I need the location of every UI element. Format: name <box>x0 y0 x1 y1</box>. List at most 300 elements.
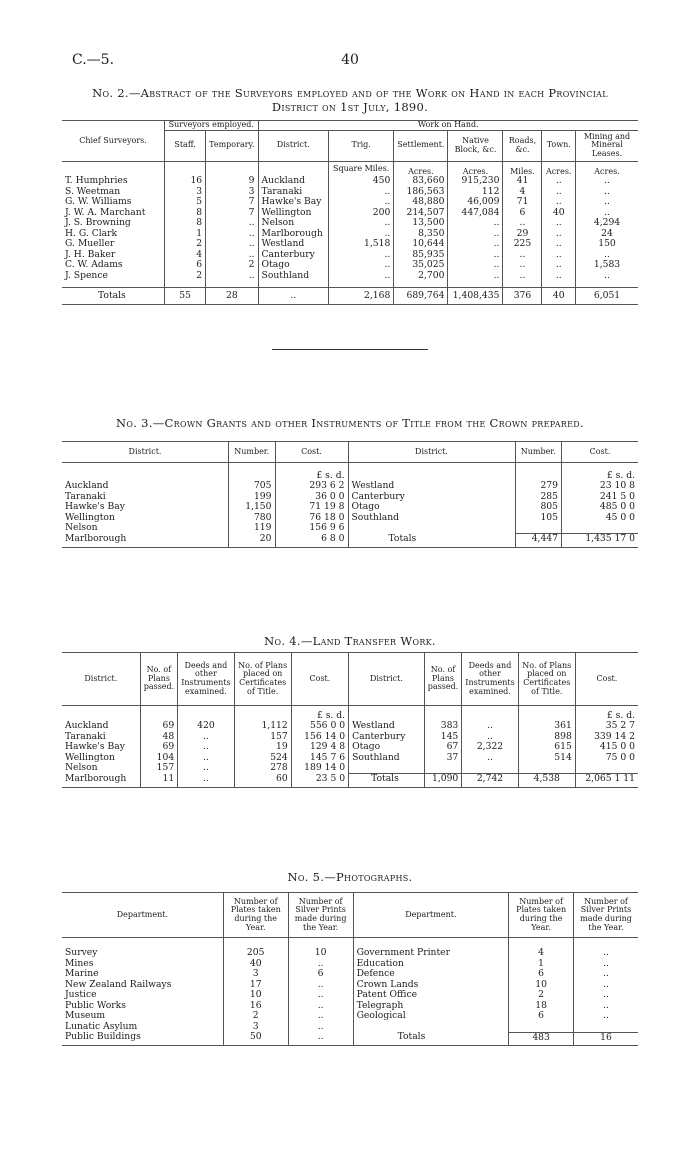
district-name: Southland <box>258 271 328 282</box>
lsd-label-left: £ s. d. <box>291 706 348 722</box>
silver-prints: 10 <box>288 948 353 959</box>
plates-taken: 6 <box>509 1011 574 1022</box>
temporary-count: .. <box>206 271 258 282</box>
surveyor-name: G. Mueller <box>62 239 165 250</box>
cost-value: 189 14 0 <box>291 763 348 774</box>
mining-value: .. <box>604 269 610 281</box>
staff-count: 2 <box>165 239 206 250</box>
temporary-count: 7 <box>206 197 258 208</box>
crown-grants-table <box>62 441 638 548</box>
plates-taken: 18 <box>509 1001 574 1012</box>
total-staff: 55 <box>165 288 206 305</box>
staff-count: 8 <box>165 218 206 229</box>
table-row <box>62 187 638 198</box>
silver-prints: .. <box>603 1010 609 1021</box>
col-plans-left: No. of Plans passed. <box>140 653 178 706</box>
plates-taken: 40 <box>223 959 288 970</box>
silver-prints: .. <box>288 1032 353 1043</box>
plates-taken: 3 <box>223 1022 288 1033</box>
col-chief-surveyors: Chief Surveyors. <box>62 121 165 162</box>
district-name: Canterbury <box>258 250 328 261</box>
settlement-value: 10,644 <box>394 239 448 250</box>
table2-title <box>0 86 700 114</box>
silver-prints: .. <box>288 1011 353 1022</box>
staff-count: 8 <box>165 208 206 219</box>
cost-value: 156 9 6 <box>275 523 348 534</box>
silver-prints: .. <box>288 990 353 1001</box>
surveyor-name: T. Humphries <box>62 176 165 187</box>
settlement-value: 8,350 <box>394 229 448 240</box>
table-row <box>62 239 638 250</box>
native-block-value: 447,084 <box>448 208 503 219</box>
unit-town: Acres. <box>542 161 576 176</box>
staff-count: 4 <box>165 250 206 261</box>
table-row <box>62 218 638 229</box>
district-name: Otago <box>348 502 515 513</box>
col-mining: Mining and Mineral Leases. <box>583 131 631 158</box>
total-plans: 1,090 <box>424 774 462 785</box>
trig-value: 200 <box>328 208 393 219</box>
plans-on-certificates: 19 <box>234 742 291 753</box>
table-row <box>62 742 638 753</box>
mining-value: 1,583 <box>593 259 621 271</box>
table5-title: No. 5.—Photographs. <box>287 870 413 884</box>
cost-value: 556 0 0 <box>291 721 348 732</box>
lsd-label-left: £ s. d. <box>275 463 348 482</box>
town-value: .. <box>542 176 576 187</box>
col-department-right: Department. <box>353 893 509 938</box>
plans-passed: 104 <box>140 753 178 764</box>
cost-value: 241 5 0 <box>599 490 635 502</box>
trig-value: .. <box>328 271 393 282</box>
plans-on-certificates: 615 <box>518 742 575 753</box>
district-name: Hawke's Bay <box>62 742 140 753</box>
table-row <box>62 481 638 492</box>
roads-value: 4 <box>503 187 542 198</box>
table-row <box>62 721 638 732</box>
district-name: Wellington <box>258 208 328 219</box>
surveyor-name: C. W. Adams <box>62 260 165 271</box>
col-cost-left: Cost. <box>291 653 348 706</box>
settlement-value: 83,660 <box>394 176 448 187</box>
department-name: Lunatic Asylum <box>62 1022 223 1033</box>
silver-prints: .. <box>288 1022 353 1033</box>
instrument-count: 705 <box>229 481 276 492</box>
plans-on-certificates: 524 <box>234 753 291 764</box>
report-code: C.—5. <box>72 52 115 68</box>
plans-passed: 383 <box>424 721 462 732</box>
settlement-value: 85,935 <box>394 250 448 261</box>
land-transfer-table <box>62 652 638 788</box>
settlement-value: 13,500 <box>394 218 448 229</box>
plans-passed: 37 <box>424 753 462 764</box>
staff-count: 16 <box>165 176 206 187</box>
district-name: Southland <box>348 513 515 524</box>
plans-passed: 11 <box>140 774 178 785</box>
district-name: Hawke's Bay <box>258 197 328 208</box>
cost-value: 76 18 0 <box>275 513 348 524</box>
plates-taken: 10 <box>223 990 288 1001</box>
plans-on-certificates: 278 <box>234 763 291 774</box>
silver-prints: .. <box>288 1001 353 1012</box>
unit-roads: Miles. <box>503 161 542 176</box>
col-cost-right: Cost. <box>589 446 611 456</box>
total-cost: 1,435 17 0 <box>562 534 639 545</box>
department-name: Public Buildings <box>62 1032 223 1043</box>
plans-passed: 48 <box>140 732 178 743</box>
total-district: .. <box>258 288 328 305</box>
surveyor-name: S. Weetman <box>62 187 165 198</box>
district-name: Westland <box>348 481 515 492</box>
department-name: Patent Office <box>353 990 509 1001</box>
trig-value: .. <box>328 250 393 261</box>
mining-value: .. <box>604 248 610 260</box>
col-staff: Staff. <box>165 130 206 161</box>
plates-taken: 50 <box>223 1032 288 1043</box>
town-value: .. <box>542 229 576 240</box>
district-name: Marlborough <box>62 534 229 545</box>
trig-value: .. <box>328 197 393 208</box>
plates-taken: 2 <box>223 1011 288 1022</box>
town-value: 40 <box>542 208 576 219</box>
col-district-left: District. <box>62 442 229 463</box>
unit-trig: Square Miles. <box>328 161 393 176</box>
deeds-examined: .. <box>178 763 234 774</box>
plates-taken: 205 <box>223 948 288 959</box>
plans-on-certificates: 514 <box>518 753 575 764</box>
table3-title: No. 3.—Crown Grants and other Instruments of Title from the Crown prepared. <box>116 416 584 430</box>
roads-value: 41 <box>503 176 542 187</box>
deeds-examined: .. <box>178 774 234 785</box>
mining-value: 4,294 <box>593 217 621 229</box>
deeds-examined: .. <box>462 732 518 743</box>
cost-value: 485 0 0 <box>599 501 635 512</box>
district-name: Nelson <box>62 763 140 774</box>
cost-value: 6 8 0 <box>275 534 348 545</box>
table-row <box>62 250 638 261</box>
town-value: .. <box>542 187 576 198</box>
cost-value: 35 2 7 <box>605 720 635 731</box>
totals-row <box>62 288 638 305</box>
native-block-value: .. <box>448 218 503 229</box>
table-row <box>62 1001 638 1012</box>
instrument-count: 119 <box>229 523 276 534</box>
total-native: 1,408,435 <box>448 288 503 305</box>
trig-value: 450 <box>328 176 393 187</box>
total-number: 4,447 <box>515 534 562 545</box>
district-name: Taranaki <box>258 187 328 198</box>
table-row <box>62 523 638 534</box>
settlement-value: 214,507 <box>394 208 448 219</box>
roads-value: .. <box>503 218 542 229</box>
plans-on-certificates: 60 <box>234 774 291 785</box>
staff-count: 2 <box>165 271 206 282</box>
instrument-count: 199 <box>229 492 276 503</box>
cost-value: 129 4 8 <box>291 742 348 753</box>
town-value: .. <box>542 239 576 250</box>
plates-taken: 6 <box>509 969 574 980</box>
table-row <box>62 534 638 545</box>
town-value: .. <box>542 271 576 282</box>
native-block-value: .. <box>448 250 503 261</box>
staff-count: 3 <box>165 187 206 198</box>
col-deeds-left: Deeds and other Instruments examined. <box>178 653 234 706</box>
temporary-count: .. <box>206 218 258 229</box>
department-name: Marine <box>62 969 223 980</box>
district-name: Wellington <box>62 753 140 764</box>
total-cost: 2,065 1 11 <box>575 774 638 785</box>
table-row <box>62 959 638 970</box>
plans-passed: 69 <box>140 721 178 732</box>
table-row <box>62 732 638 743</box>
staff-count: 5 <box>165 197 206 208</box>
table-row <box>62 980 638 991</box>
instrument-count: 105 <box>515 513 562 524</box>
town-value: .. <box>542 218 576 229</box>
table2-title-line1: No. 2.—Abstract of the Surveyors employed and of the Work on Hand in each Provincial <box>92 86 608 100</box>
table-row <box>62 948 638 959</box>
trig-value: .. <box>328 218 393 229</box>
mining-value: 24 <box>601 227 613 239</box>
totals-label: Totals <box>348 534 515 545</box>
department-name: Justice <box>62 990 223 1001</box>
trig-value: .. <box>328 187 393 198</box>
table2-title-line2: District on 1st July, 1890. <box>271 100 429 114</box>
table-row <box>62 502 638 513</box>
col-group-work-on-hand: Work on Hand. <box>258 121 638 131</box>
col-native-block: Native Block, &c. <box>448 130 503 161</box>
col-settlement: Settlement. <box>394 130 448 161</box>
temporary-count: .. <box>206 250 258 261</box>
cost-value: 75 0 0 <box>605 751 635 763</box>
native-block-value: 112 <box>448 187 503 198</box>
cost-value: 71 19 8 <box>275 502 348 513</box>
plates-taken: 10 <box>509 980 574 991</box>
plates-taken: 2 <box>509 990 574 1001</box>
deeds-examined: 2,322 <box>462 742 518 753</box>
district-name: Marlborough <box>258 229 328 240</box>
surveyor-name: J. W. A. Marchant <box>62 208 165 219</box>
department-name: Geological <box>353 1011 509 1022</box>
department-name: Defence <box>353 969 509 980</box>
table-row <box>62 271 638 282</box>
col-cost-left: Cost. <box>275 442 348 463</box>
table-row <box>62 753 638 764</box>
cost-value: 339 14 2 <box>594 730 635 742</box>
mining-value: .. <box>604 185 610 197</box>
unit-mining: Acres. <box>594 166 620 176</box>
col-plans-right: No. of Plans passed. <box>424 653 462 706</box>
total-plates: 483 <box>509 1032 574 1043</box>
surveyor-name: H. G. Clark <box>62 229 165 240</box>
col-group-surveyors-employed: Surveyors employed. <box>165 121 259 131</box>
settlement-value: 48,880 <box>394 197 448 208</box>
surveyor-name: J. H. Baker <box>62 250 165 261</box>
col-prints-left: Number of Silver Prints made during the Year. <box>288 893 353 938</box>
mining-value: .. <box>604 196 610 208</box>
silver-prints: .. <box>603 989 609 1000</box>
total-certs: 4,538 <box>518 774 575 785</box>
trig-value: .. <box>328 260 393 271</box>
department-name: Museum <box>62 1011 223 1022</box>
total-deeds: 2,742 <box>462 774 518 785</box>
district-name: Canterbury <box>348 492 515 503</box>
department-name: Mines <box>62 959 223 970</box>
col-prints-right: Number of Silver Prints made during the Year. <box>580 896 632 932</box>
table4-title: No. 4.—Land Transfer Work. <box>264 634 436 648</box>
table-row <box>62 208 638 219</box>
trig-value: .. <box>328 229 393 240</box>
district-name: Auckland <box>258 176 328 187</box>
surveyors-table <box>62 120 638 305</box>
temporary-count: .. <box>206 239 258 250</box>
district-name: Otago <box>349 742 425 753</box>
silver-prints: .. <box>603 999 609 1011</box>
surveyor-name: J. Spence <box>62 271 165 282</box>
district-name: Nelson <box>62 523 229 534</box>
district-name: Nelson <box>258 218 328 229</box>
col-number-right: Number. <box>515 442 562 463</box>
lsd-label-right: £ s. d. <box>606 709 635 721</box>
table-row <box>62 176 638 187</box>
plans-passed: 157 <box>140 763 178 774</box>
cost-value: 36 0 0 <box>275 492 348 503</box>
plans-on-certificates: 157 <box>234 732 291 743</box>
mining-value: .. <box>604 206 610 218</box>
plans-passed: 145 <box>424 732 462 743</box>
instrument-count: 20 <box>229 534 276 545</box>
col-roads: Roads, &c. <box>503 130 542 161</box>
district-name: Taranaki <box>62 732 140 743</box>
table-row <box>62 1032 638 1043</box>
roads-value: .. <box>503 260 542 271</box>
silver-prints: 6 <box>288 969 353 980</box>
plates-taken: 16 <box>223 1001 288 1012</box>
plans-passed: 67 <box>424 742 462 753</box>
plans-on-certificates: 898 <box>518 732 575 743</box>
district-name: Marlborough <box>62 774 140 785</box>
silver-prints: .. <box>603 957 609 969</box>
silver-prints: .. <box>603 978 609 990</box>
page-number: 40 <box>341 52 359 68</box>
table-row <box>62 260 638 271</box>
native-block-value: .. <box>448 229 503 240</box>
temporary-count: .. <box>206 229 258 240</box>
roads-value: 6 <box>503 208 542 219</box>
total-temp: 28 <box>206 288 258 305</box>
silver-prints: .. <box>603 947 609 958</box>
deeds-examined: .. <box>462 753 518 764</box>
staff-count: 6 <box>165 260 206 271</box>
lsd-label-right: £ s. d. <box>606 469 635 481</box>
table-row <box>62 990 638 1001</box>
unit-native: Acres. <box>448 161 503 176</box>
table-row <box>62 763 638 774</box>
instrument-count: 285 <box>515 492 562 503</box>
department-name: Public Works <box>62 1001 223 1012</box>
district-name: Canterbury <box>349 732 425 743</box>
total-mining: 6,051 <box>593 289 621 301</box>
col-district-left: District. <box>62 653 140 706</box>
district-name: Southland <box>349 753 425 764</box>
total-prints: 16 <box>574 1032 638 1043</box>
col-trig: Trig. <box>328 130 393 161</box>
surveyor-name: G. W. Williams <box>62 197 165 208</box>
section-divider <box>272 349 428 350</box>
settlement-value: 35,025 <box>394 260 448 271</box>
cost-value: 415 0 0 <box>599 741 635 752</box>
total-roads: 376 <box>503 288 542 305</box>
total-trig: 2,168 <box>328 288 393 305</box>
col-district-right: District. <box>348 442 515 463</box>
temporary-count: 2 <box>206 260 258 271</box>
col-district-right: District. <box>349 653 425 706</box>
native-block-value: 46,009 <box>448 197 503 208</box>
district-name: Hawke's Bay <box>62 502 229 513</box>
native-block-value: 915,230 <box>448 176 503 187</box>
table-row <box>62 513 638 524</box>
district-name: Westland <box>349 721 425 732</box>
department-name: Survey <box>62 948 223 959</box>
town-value: .. <box>542 260 576 271</box>
department-name: Telegraph <box>353 1001 509 1012</box>
totals-label: Totals <box>353 1032 509 1043</box>
table-row <box>62 1022 638 1033</box>
district-name: Auckland <box>62 481 229 492</box>
cost-value: 145 7 6 <box>291 753 348 764</box>
native-block-value: .. <box>448 239 503 250</box>
native-block-value: .. <box>448 260 503 271</box>
temporary-count: 7 <box>206 208 258 219</box>
table-row <box>62 1011 638 1022</box>
plates-taken: 3 <box>223 969 288 980</box>
totals-label: Totals <box>349 774 425 785</box>
roads-value: 29 <box>503 229 542 240</box>
district-name: Taranaki <box>62 492 229 503</box>
department-name: Education <box>353 959 509 970</box>
totals-label: Totals <box>62 288 165 305</box>
department-name: Government Printer <box>353 948 509 959</box>
roads-value: 71 <box>503 197 542 208</box>
col-plates-right: Number of Plates taken during the Year. <box>509 893 574 938</box>
plans-on-certificates: 1,112 <box>234 721 291 732</box>
staff-count: 1 <box>165 229 206 240</box>
col-cost-right: Cost. <box>596 673 618 683</box>
native-block-value: .. <box>448 271 503 282</box>
plans-on-certificates: 361 <box>518 721 575 732</box>
deeds-examined: 420 <box>178 721 234 732</box>
cost-value: 156 14 0 <box>291 732 348 743</box>
silver-prints: .. <box>288 980 353 991</box>
district-name: Westland <box>258 239 328 250</box>
town-value: .. <box>542 197 576 208</box>
plans-passed: 69 <box>140 742 178 753</box>
instrument-count: 805 <box>515 502 562 513</box>
col-department-left: Department. <box>62 893 223 938</box>
town-value: .. <box>542 250 576 261</box>
col-district: District. <box>258 130 328 161</box>
col-town: Town. <box>542 130 576 161</box>
silver-prints: .. <box>603 968 609 979</box>
table-row <box>62 197 638 208</box>
roads-value: .. <box>503 271 542 282</box>
cost-value: 293 6 2 <box>275 481 348 492</box>
temporary-count: 3 <box>206 187 258 198</box>
col-certs-right: No. of Plans placed on Certificates of Title. <box>518 653 575 706</box>
instrument-count: 1,150 <box>229 502 276 513</box>
plates-taken: 4 <box>509 948 574 959</box>
table-row <box>62 774 638 785</box>
